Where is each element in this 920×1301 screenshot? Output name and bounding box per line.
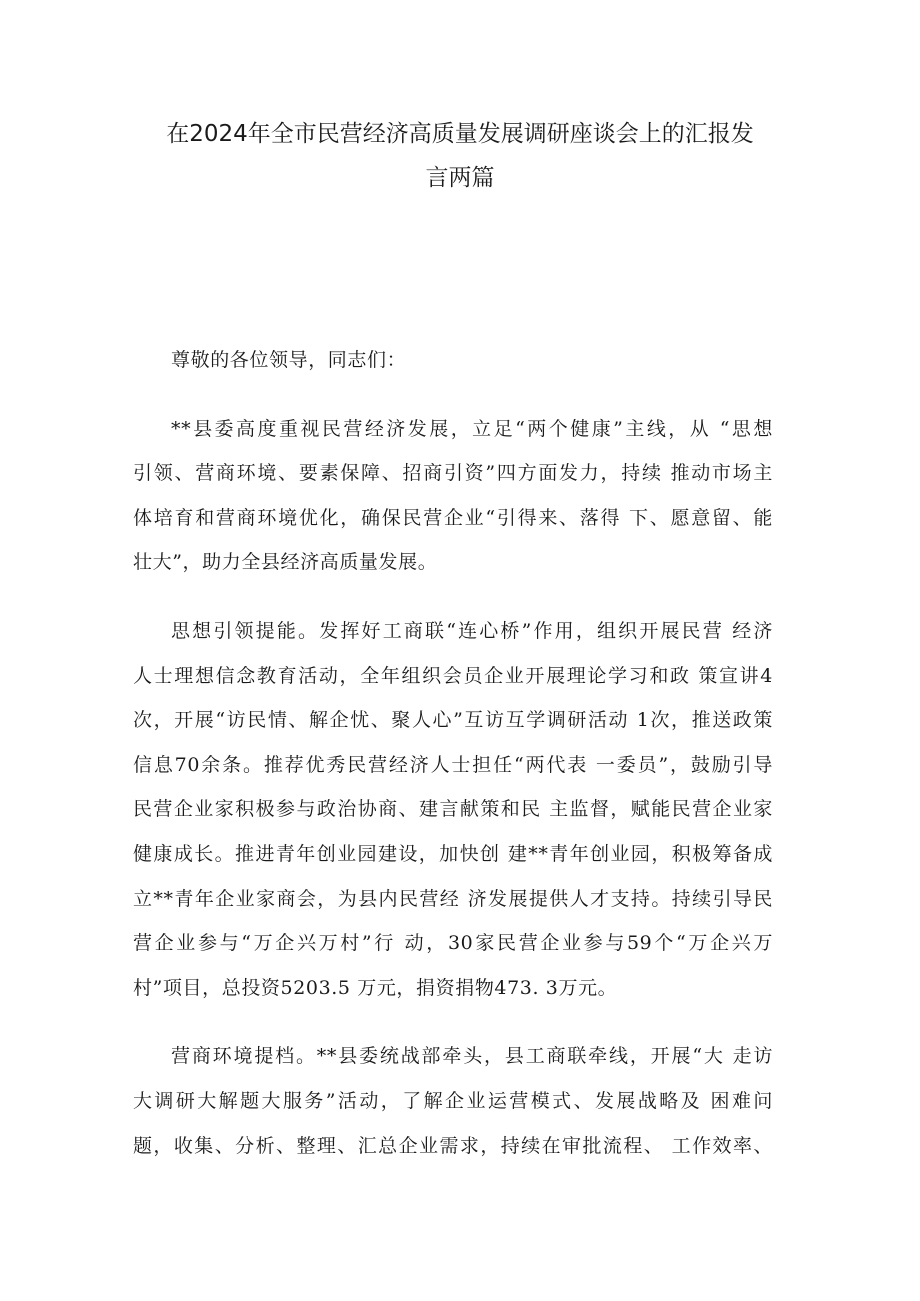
paragraph-line: 村”项目，总投资5203.5 万元，捐资捐物473. 3万元。 (133, 976, 618, 999)
paragraph-line: 题，收集、分析、整理、汇总企业需求，持续在审批流程、 工作效率、 (133, 1134, 773, 1157)
paragraph-2 (133, 609, 773, 1010)
paragraph-line: 体培育和营商环境优化，确保民营企业“引得来、落得 下、愿意留、能 (133, 506, 773, 529)
paragraph-line: 营商环境提档。**县委统战部牵头，县工商联牵线，开展“大 走访 (171, 1045, 773, 1068)
document-body (133, 338, 773, 1192)
document-title (120, 112, 800, 200)
greeting: 尊敬的各位领导，同志们： (171, 349, 407, 371)
paragraph-line: 引领、营商环境、要素保障、招商引资”四方面发力，持续 推动市场主 (133, 462, 773, 485)
paragraph-3 (133, 1034, 773, 1168)
paragraph-line: 信息70余条。推荐优秀民营经济人士担任“两代表 一委员”，鼓励引导 (133, 753, 773, 776)
paragraph-line: 壮大”，助力全县经济高质量发展。 (133, 551, 438, 574)
paragraph-line: 健康成长。推进青年创业园建设，加快创 建**青年创业园，积极筹备成 (133, 842, 773, 865)
paragraph-line: 人士理想信念教育活动，全年组织会员企业开展理论学习和政 策宣讲4 (133, 664, 773, 687)
paragraph-1 (133, 407, 773, 585)
paragraph-line: **县委高度重视民营经济发展，立足“两个健康”主线，从 “思想 (171, 417, 773, 440)
title-line-2: 言两篇 (425, 165, 495, 191)
paragraph-line: 民营企业家积极参与政治协商、建言献策和民 主监督，赋能民营企业家 (133, 798, 773, 821)
paragraph-line: 营企业参与“万企兴万村”行 动，30家民营企业参与59个“万企兴万 (133, 932, 773, 955)
paragraph-line: 大调研大解题大服务”活动，了解企业运营模式、发展战略及 困难问 (133, 1089, 773, 1112)
paragraph-line: 思想引领提能。发挥好工商联“连心桥”作用，组织开展民营 经济 (171, 619, 773, 642)
paragraph-line: 立**青年企业家商会，为县内民营经 济发展提供人才支持。持续引导民 (133, 887, 773, 910)
title-line-1: 在2024年全市民营经济高质量发展调研座谈会上的汇报发 (166, 121, 754, 147)
paragraph-line: 次，开展“访民情、解企忧、聚人心”互访互学调研活动 1次，推送政策 (133, 709, 773, 732)
